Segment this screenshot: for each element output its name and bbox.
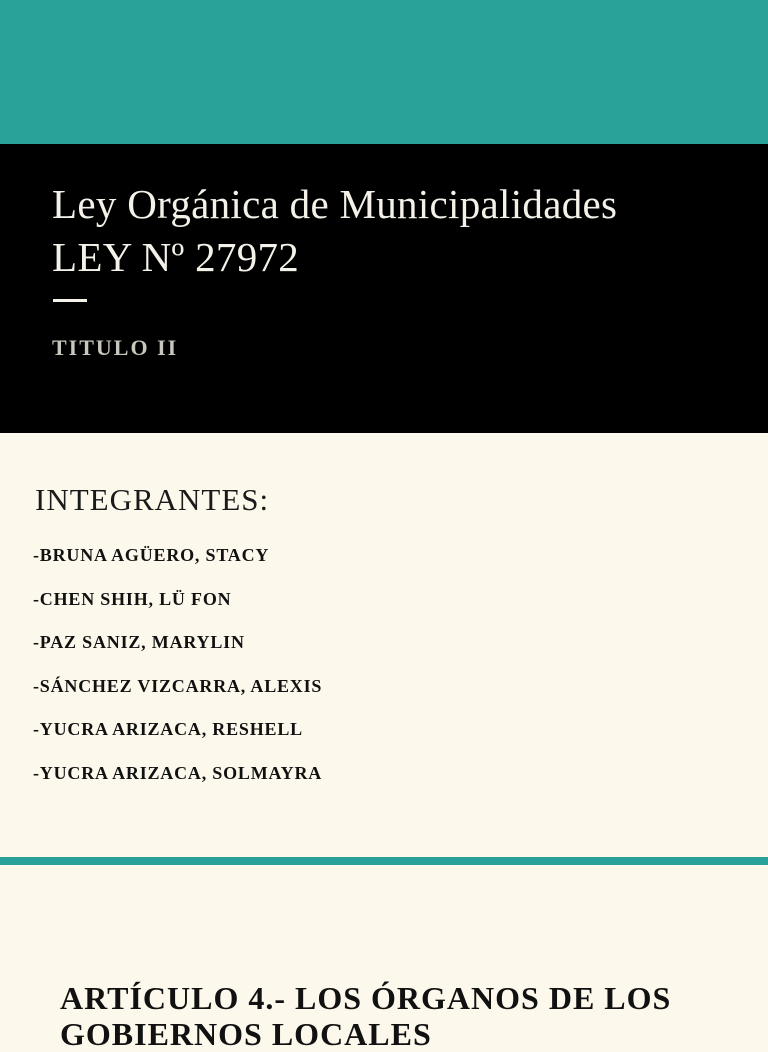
top-accent-band xyxy=(0,0,768,144)
member-item: -BRUNA AGÜERO, STACY xyxy=(33,545,270,565)
member-item: -YUCRA ARIZACA, RESHELL xyxy=(33,719,303,739)
document-subtitle: TITULO II xyxy=(52,335,179,360)
members-heading: INTEGRANTES: xyxy=(35,482,270,517)
title-divider-rule xyxy=(53,299,87,302)
document-title-line-2: LEY Nº 27972 xyxy=(52,234,300,280)
article-section xyxy=(0,865,768,1052)
section-divider xyxy=(0,857,768,865)
document-title-line-1: Ley Orgánica de Municipalidades xyxy=(52,181,618,227)
member-item: -PAZ SANIZ, MARYLIN xyxy=(33,632,245,652)
member-item: -YUCRA ARIZACA, SOLMAYRA xyxy=(33,763,323,783)
member-item: -SÁNCHEZ VIZCARRA, ALEXIS xyxy=(33,676,323,696)
article-title: ARTÍCULO 4.- LOS ÓRGANOS DE LOS GOBIERNOS LOCALES xyxy=(60,980,672,1052)
member-item: -CHEN SHIH, LÜ FON xyxy=(33,589,232,609)
